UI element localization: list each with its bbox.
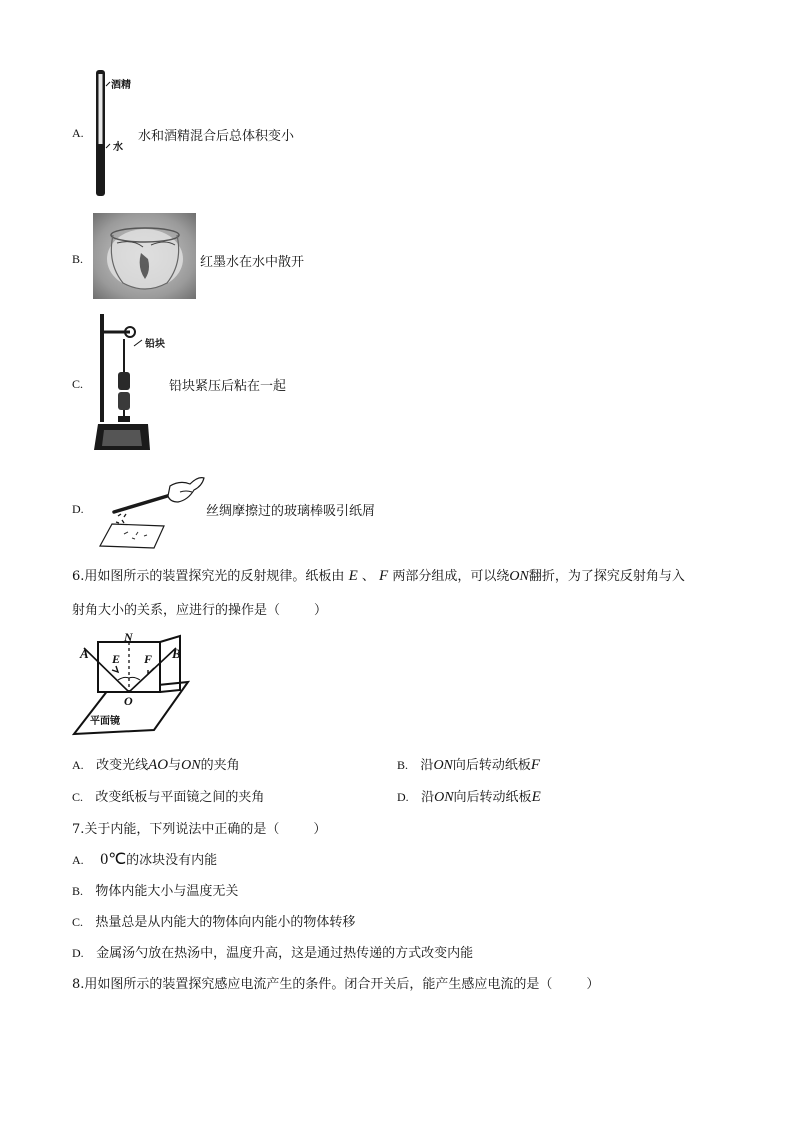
alcohol-label: 酒精	[111, 80, 131, 91]
label-o: O	[124, 694, 133, 708]
lead-blocks-figure	[90, 312, 165, 454]
q7-option-a: A. 0℃的冰块没有内能	[72, 851, 218, 868]
option-text-b: 红墨水在水中散开	[200, 255, 305, 270]
label-b: B	[172, 646, 181, 661]
q6-option-a: A. 改变光线AO与ON的夹角	[72, 757, 240, 773]
beaker-photo	[93, 213, 196, 299]
option-letter-c: C.	[72, 377, 84, 391]
q7-option-d: D. 金属汤勺放在热汤中，温度升高，这是通过热传递的方式改变内能	[72, 946, 474, 961]
option-letter-d: D.	[72, 502, 84, 516]
glass-rod-figure	[94, 462, 206, 550]
option-text-c: 铅块紧压后粘在一起	[169, 379, 287, 394]
q6-option-b: B. 沿ON向后转动纸板F	[397, 757, 541, 773]
question-6-stem: 6.用如图所示的装置探究光的反射规律。纸板由 E 、 F 两部分组成，可以绕ON翻折，为了探究反射角与入 射角大小的关系，应进行的操作是（ ）	[72, 568, 685, 618]
q6-option-d: D. 沿ON向后转动纸板E	[397, 789, 541, 805]
label-e: E	[112, 652, 121, 666]
q6-option-c: C. 改变纸板与平面镜之间的夹角	[72, 790, 265, 805]
option-letter-a: A.	[72, 126, 84, 140]
label-a: A	[80, 646, 89, 661]
question-8-stem: 8.用如图所示的装置探究感应电流产生的条件。闭合开关后，能产生感应电流的是（ ）	[72, 977, 600, 992]
water-label: 水	[113, 142, 123, 153]
question-6-number: 6.	[72, 569, 85, 584]
option-letter-b: B.	[72, 252, 84, 266]
lead-label: 铅块	[145, 339, 165, 350]
label-mirror: 平面镜	[90, 716, 120, 727]
label-f: F	[144, 652, 153, 666]
option-text-d: 丝绸摩擦过的玻璃棒吸引纸屑	[206, 504, 376, 519]
question-7-stem: 7.关于内能，下列说法中正确的是（ ）	[72, 822, 327, 837]
option-text-a: 水和酒精混合后总体积变小	[138, 129, 295, 144]
q7-option-b: B. 物体内能大小与温度无关	[72, 884, 239, 899]
q7-option-c: C. 热量总是从内能大的物体向内能小的物体转移	[72, 915, 356, 930]
label-n: N	[124, 630, 133, 644]
